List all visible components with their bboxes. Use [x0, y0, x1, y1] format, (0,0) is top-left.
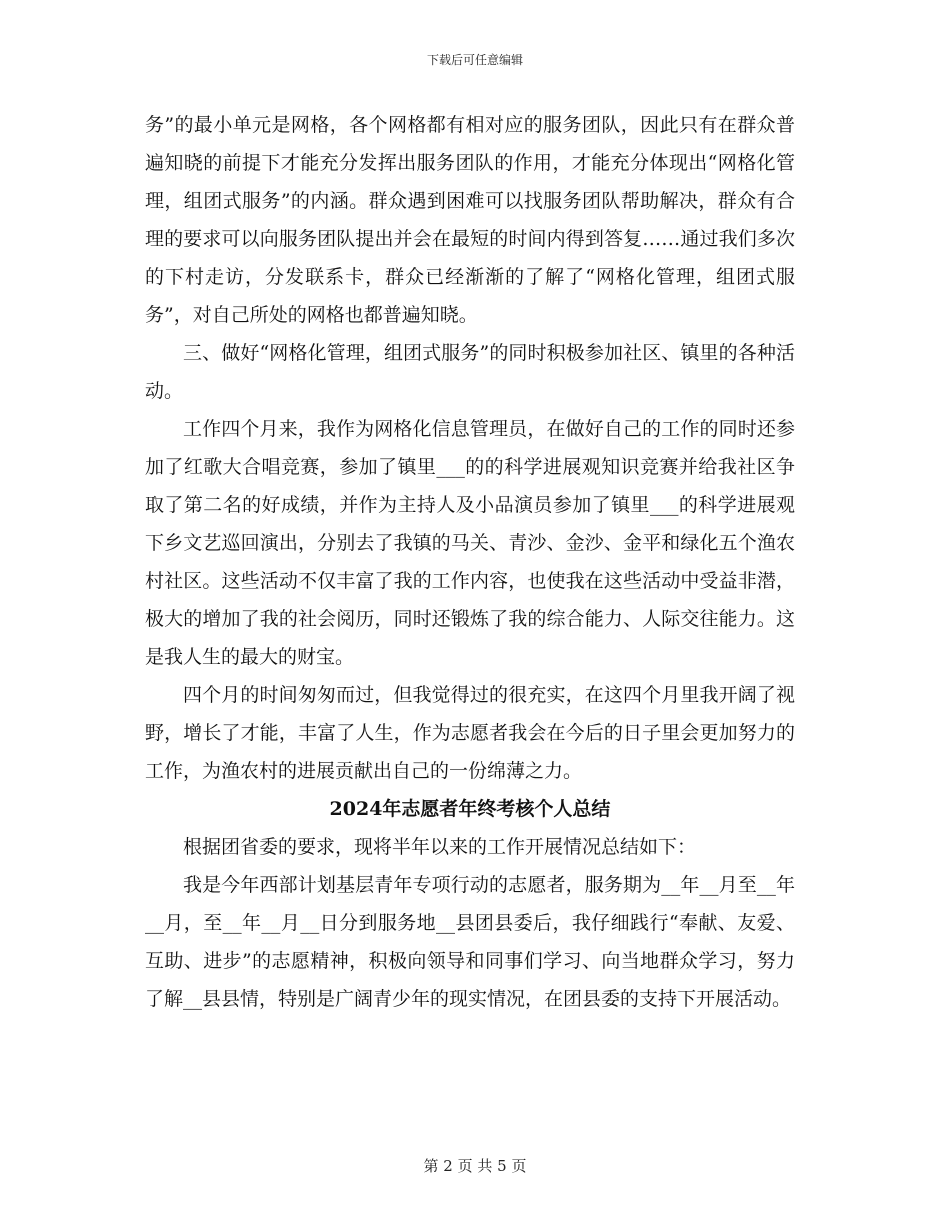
page-header: 下载后可任意编辑 — [426, 53, 523, 67]
paragraph-section-three: 三、做好“网格化管理，组团式服务”的同时积极参加社区、镇里的各种活动。 — [145, 342, 795, 402]
paragraph-intro: 根据团省委的要求，现将半年以来的工作开展情况总结如下： — [183, 836, 697, 858]
page-number: 第 2 页 共 5 页 — [423, 1157, 527, 1175]
paragraph-continuation: 务”的最小单元是网格，各个网格都有相对应的服务团队，因此只有在群众普遍知晓的前提下才能充分发挥出服务团队的作用，才能充分体现出“网格化管理，组团式服务”的内涵。群众遇到困难可以找服务团队帮助解决，群众有合理的要求可以向服务团队提出并会在最短的时间内得到答复……通过我们多次的下村走访，分发联系卡，群众已经渐渐的了解了“网格化管理，组团式服务”，对自己所处的网格也都普遍知晓。 — [145, 114, 795, 326]
document-body — [145, 106, 795, 1018]
paragraph-conclusion: 四个月的时间匆匆而过，但我觉得过的很充实，在这四个月里我开阔了视野，增长了才能，丰富了人生，作为志愿者我会在今后的日子里会更加努力的工作，为渔农村的进展贡献出自己的一份绵薄之力。 — [145, 684, 795, 782]
paragraph-volunteer-service: 我是今年西部计划基层青年专项行动的志愿者，服务期为__年__月至__年__月，至__年__月__日分到服务地__县团县委后，我仔细践行“奉献、友爱、互助、进步”的志愿精神，积极向领导和同事们学习、向当地群众学习，努力了解__县县情，特别是广阔青少年的现实情况，在团县委的支持下开展活动。 — [145, 874, 795, 1010]
section-title: 2024年志愿者年终考核个人总结 — [329, 798, 611, 820]
paragraph-activities: 工作四个月来，我作为网格化信息管理员，在做好自己的工作的同时还参加了红歌大合唱竞赛，参加了镇里___的的科学进展观知识竞赛并给我社区争取了第二名的好成绩，并作为主持人及小品演员参加了镇里___的科学进展观下乡文艺巡回演出，分别去了我镇的马关、青沙、金沙、金平和绿化五个渔农村社区。这些活动不仅丰富了我的工作内容，也使我在这些活动中受益非潜，极大的增加了我的社会阅历，同时还锻炼了我的综合能力、人际交往能力。这是我人生的最大的财宝。 — [145, 418, 795, 668]
